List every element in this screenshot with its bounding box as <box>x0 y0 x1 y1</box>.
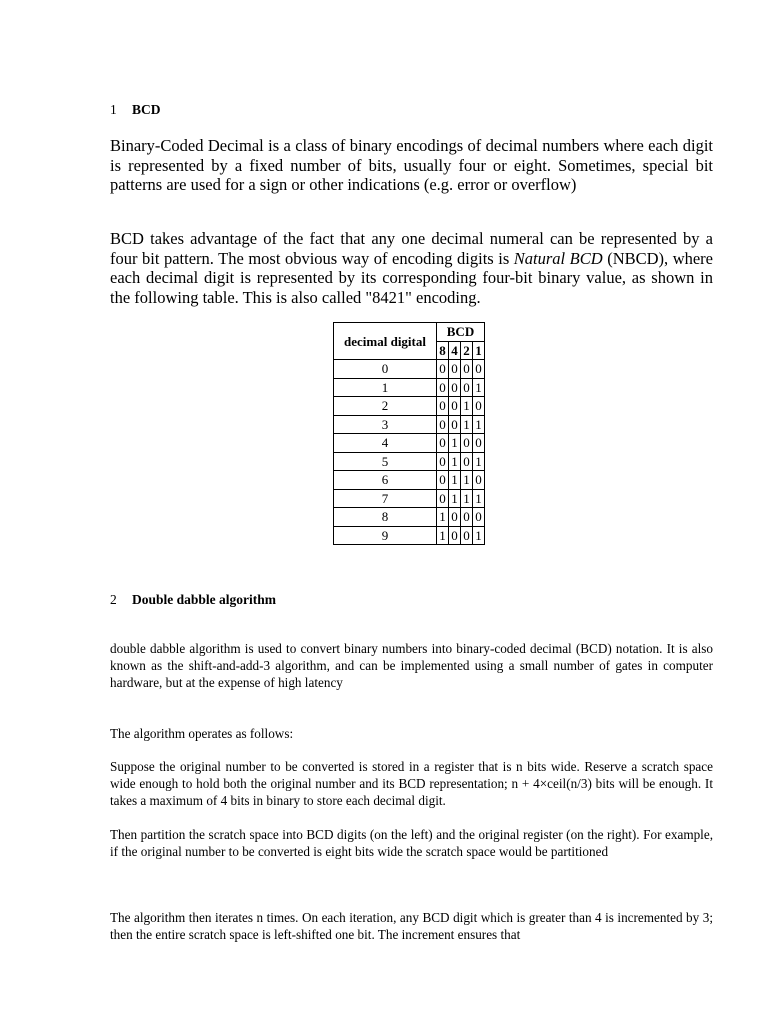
decimal-cell: 4 <box>334 434 437 453</box>
bit-cell: 1 <box>473 452 485 471</box>
bit-header-4: 4 <box>449 341 461 360</box>
bit-cell: 0 <box>461 378 473 397</box>
decimal-cell: 7 <box>334 489 437 508</box>
bit-cell: 0 <box>461 360 473 379</box>
bit-cell: 0 <box>437 471 449 490</box>
decimal-cell: 3 <box>334 415 437 434</box>
bcd-group-header: BCD <box>437 323 485 342</box>
bit-cell: 0 <box>437 397 449 416</box>
table-row <box>334 397 485 416</box>
bit-cell: 1 <box>449 489 461 508</box>
decimal-column-header: decimal digital <box>334 323 437 360</box>
bit-cell: 0 <box>449 526 461 545</box>
bit-cell: 0 <box>473 508 485 527</box>
table-row <box>334 452 485 471</box>
table-row <box>334 471 485 490</box>
bit-cell: 0 <box>437 415 449 434</box>
bit-cell: 0 <box>461 508 473 527</box>
decimal-cell: 2 <box>334 397 437 416</box>
double-dabble-intro-paragraph: double dabble algorithm is used to convert binary numbers into binary-coded decimal (BCD) notation. It is also known as the shift-and-add-3 algorithm, and can be implemented using a small number of gates in computer hardware, but at the expense of high latency <box>110 641 713 690</box>
bit-cell: 1 <box>449 471 461 490</box>
bit-cell: 0 <box>461 452 473 471</box>
section-1-title: BCD <box>132 102 161 117</box>
bit-cell: 1 <box>449 434 461 453</box>
bcd-encoding-text-start: BCD takes advantage of the fact that any one decimal numeral can be represented by a four bit pattern. The most obvious way of encoding digits is <box>110 229 713 268</box>
decimal-cell: 1 <box>334 378 437 397</box>
table-row <box>334 378 485 397</box>
bcd-encoding-text-end: (NBCD), where each decimal digit is represented by its corresponding four-bit binary value, as shown in the following table. This is also called "8421" encoding. <box>110 248 713 307</box>
table-row <box>334 489 485 508</box>
iteration-paragraph: The algorithm then iterates n times. On each iteration, any BCD digit which is greater than 4 is incremented by 3; then the entire scratch space is left-shifted one bit. The increment ensures that <box>110 910 713 942</box>
table-row <box>334 434 485 453</box>
natural-bcd-term: Natural BCD <box>513 248 603 268</box>
bit-cell: 0 <box>461 434 473 453</box>
bit-cell: 0 <box>473 434 485 453</box>
table-row <box>334 508 485 527</box>
scratch-space-paragraph: Suppose the original number to be converted is stored in a register that is n bits wide. Reserve a scratch space wide enough to hold both the original number and its BCD representation; n + 4×ceil(n/3) bits will be enough. It takes a maximum of 4 bits in binary to store each decimal digit. <box>110 759 713 808</box>
bit-cell: 1 <box>437 526 449 545</box>
section-1-heading <box>110 102 161 118</box>
algorithm-intro-line: The algorithm operates as follows: <box>110 726 294 741</box>
table-header-row <box>334 323 485 342</box>
bit-cell: 1 <box>449 452 461 471</box>
partition-paragraph: Then partition the scratch space into BCD digits (on the left) and the original register (on the right). For example, if the original number to be converted is eight bits wide the scratch space would be partitioned <box>110 827 713 859</box>
table-row <box>334 415 485 434</box>
bit-cell: 1 <box>437 508 449 527</box>
bit-cell: 0 <box>449 508 461 527</box>
section-2-title: Double dabble algorithm <box>132 592 277 607</box>
section-2-heading <box>110 592 276 608</box>
bit-cell: 0 <box>449 378 461 397</box>
bit-cell: 0 <box>437 378 449 397</box>
bit-cell: 0 <box>461 526 473 545</box>
bit-cell: 0 <box>473 471 485 490</box>
table-row <box>334 360 485 379</box>
bit-cell: 1 <box>473 489 485 508</box>
bcd-table <box>333 322 485 545</box>
bit-cell: 0 <box>449 415 461 434</box>
bit-cell: 1 <box>473 415 485 434</box>
bcd-encoding-paragraph <box>110 229 713 307</box>
decimal-cell: 8 <box>334 508 437 527</box>
bit-cell: 0 <box>437 360 449 379</box>
bit-cell: 1 <box>461 471 473 490</box>
decimal-cell: 6 <box>334 471 437 490</box>
bit-cell: 0 <box>473 360 485 379</box>
bit-cell: 0 <box>449 397 461 416</box>
decimal-cell: 5 <box>334 452 437 471</box>
bit-cell: 1 <box>461 489 473 508</box>
bit-cell: 0 <box>449 360 461 379</box>
table-row <box>334 526 485 545</box>
decimal-cell: 0 <box>334 360 437 379</box>
bit-cell: 1 <box>461 415 473 434</box>
section-1-number: 1 <box>110 102 117 117</box>
bit-cell: 1 <box>473 526 485 545</box>
bit-header-1: 1 <box>473 341 485 360</box>
bit-cell: 1 <box>461 397 473 416</box>
bit-cell: 0 <box>437 434 449 453</box>
section-2-number: 2 <box>110 592 117 607</box>
bit-header-2: 2 <box>461 341 473 360</box>
bcd-intro-paragraph: Binary-Coded Decimal is a class of binary encodings of decimal numbers where each digit is represented by a fixed number of bits, usually four or eight. Sometimes, special bit patterns are used for a sign or other indications (e.g. error or overflow) <box>110 136 713 195</box>
bit-header-8: 8 <box>437 341 449 360</box>
bit-cell: 0 <box>437 489 449 508</box>
decimal-cell: 9 <box>334 526 437 545</box>
bit-cell: 1 <box>473 378 485 397</box>
bit-cell: 0 <box>473 397 485 416</box>
bit-cell: 0 <box>437 452 449 471</box>
